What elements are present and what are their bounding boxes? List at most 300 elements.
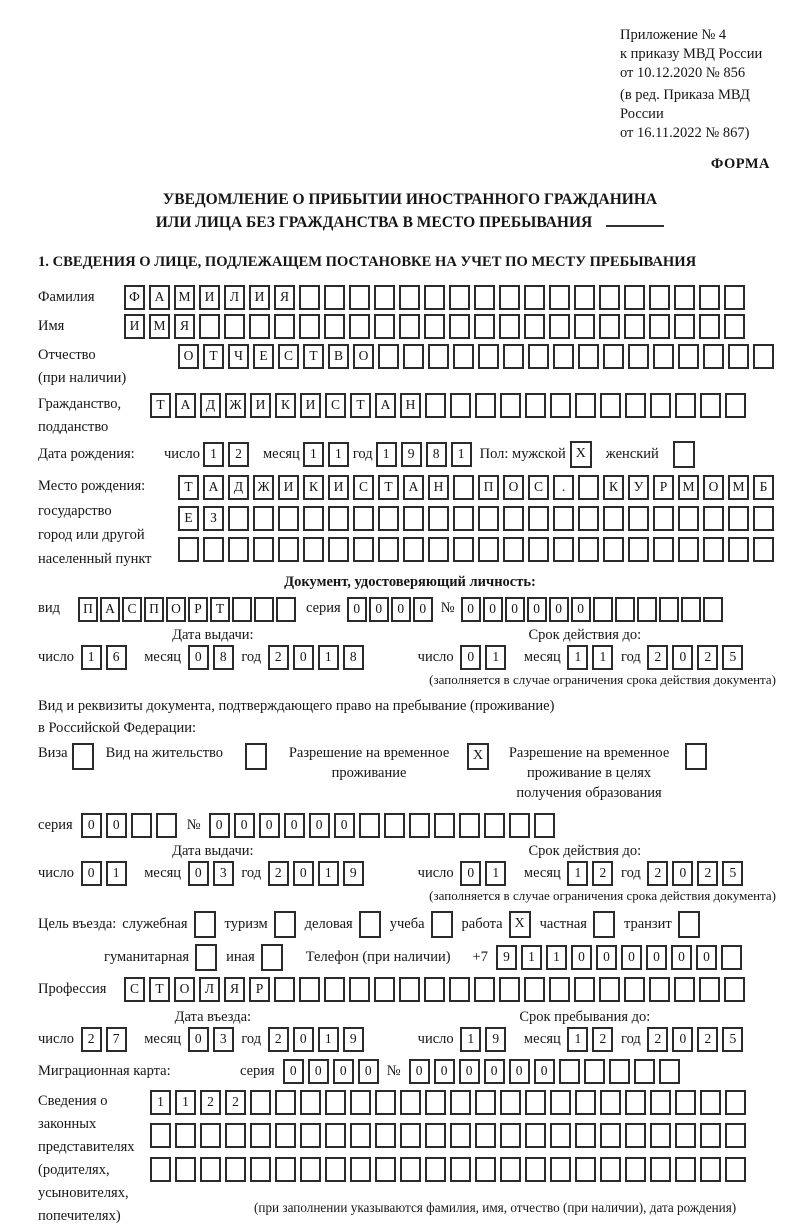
char-cell[interactable] <box>324 285 345 310</box>
char-cell[interactable]: П <box>144 597 164 622</box>
char-cell[interactable] <box>253 506 274 531</box>
char-cell[interactable] <box>615 597 635 622</box>
char-cell[interactable] <box>459 813 480 838</box>
char-cell[interactable] <box>403 537 424 562</box>
char-cell[interactable] <box>399 977 420 1002</box>
char-cell[interactable] <box>700 1090 721 1115</box>
char-cell[interactable]: В <box>328 344 349 369</box>
char-cell[interactable] <box>600 1157 621 1182</box>
char-cell[interactable]: О <box>166 597 186 622</box>
char-cell[interactable] <box>399 285 420 310</box>
char-cell[interactable]: 2 <box>228 442 249 467</box>
char-cell[interactable] <box>650 1090 671 1115</box>
char-cell[interactable]: 1 <box>567 1027 588 1052</box>
char-cell[interactable] <box>203 537 224 562</box>
char-cell[interactable] <box>549 977 570 1002</box>
char-cell[interactable] <box>424 977 445 1002</box>
char-cell[interactable] <box>300 1157 321 1182</box>
char-cell[interactable] <box>199 314 220 339</box>
char-cell[interactable]: 0 <box>571 945 592 970</box>
char-cell[interactable] <box>674 285 695 310</box>
char-cell[interactable] <box>278 506 299 531</box>
char-cell[interactable] <box>528 537 549 562</box>
char-cell[interactable]: 0 <box>549 597 569 622</box>
char-cell[interactable]: 2 <box>268 1027 289 1052</box>
char-cell[interactable]: 0 <box>188 861 209 886</box>
char-cell[interactable] <box>653 537 674 562</box>
char-cell[interactable]: 2 <box>268 861 289 886</box>
char-cell[interactable]: 0 <box>333 1059 354 1084</box>
char-cell[interactable] <box>649 314 670 339</box>
char-cell[interactable] <box>425 393 446 418</box>
char-cell[interactable]: Л <box>224 285 245 310</box>
char-cell[interactable]: 0 <box>460 861 481 886</box>
char-cell[interactable] <box>374 977 395 1002</box>
char-cell[interactable] <box>550 1157 571 1182</box>
char-cell[interactable] <box>328 506 349 531</box>
char-cell[interactable] <box>653 344 674 369</box>
char-cell[interactable]: 1 <box>81 645 102 670</box>
char-cell[interactable] <box>353 537 374 562</box>
char-cell[interactable]: Н <box>428 475 449 500</box>
char-cell[interactable] <box>428 537 449 562</box>
char-cell[interactable] <box>275 1157 296 1182</box>
char-cell[interactable]: С <box>122 597 142 622</box>
char-cell[interactable]: 0 <box>596 945 617 970</box>
char-cell[interactable] <box>653 506 674 531</box>
char-cell[interactable]: 5 <box>722 1027 743 1052</box>
char-cell[interactable]: Д <box>200 393 221 418</box>
char-cell[interactable] <box>603 537 624 562</box>
char-cell[interactable]: 8 <box>426 442 447 467</box>
char-cell[interactable]: 3 <box>213 861 234 886</box>
char-cell[interactable] <box>425 1090 446 1115</box>
char-cell[interactable]: 2 <box>268 645 289 670</box>
char-cell[interactable] <box>609 1059 630 1084</box>
char-cell[interactable]: 0 <box>509 1059 530 1084</box>
char-cell[interactable] <box>503 537 524 562</box>
char-cell[interactable] <box>224 314 245 339</box>
char-cell[interactable]: Ч <box>228 344 249 369</box>
char-cell[interactable]: А <box>100 597 120 622</box>
char-cell[interactable] <box>374 314 395 339</box>
char-cell[interactable] <box>603 506 624 531</box>
char-cell[interactable]: 1 <box>203 442 224 467</box>
char-cell[interactable] <box>675 1090 696 1115</box>
char-cell[interactable] <box>150 1157 171 1182</box>
char-cell[interactable] <box>474 314 495 339</box>
char-cell[interactable]: 0 <box>409 1059 430 1084</box>
char-cell[interactable]: Т <box>203 344 224 369</box>
char-cell[interactable] <box>325 1157 346 1182</box>
char-cell[interactable]: М <box>728 475 749 500</box>
char-cell[interactable]: О <box>503 475 524 500</box>
temp-residence-checkbox[interactable]: X <box>467 743 489 770</box>
char-cell[interactable] <box>175 1123 196 1148</box>
char-cell[interactable] <box>525 1123 546 1148</box>
char-cell[interactable] <box>403 344 424 369</box>
char-cell[interactable]: 0 <box>293 861 314 886</box>
char-cell[interactable]: Т <box>350 393 371 418</box>
char-cell[interactable] <box>525 1090 546 1115</box>
char-cell[interactable] <box>449 285 470 310</box>
char-cell[interactable] <box>624 977 645 1002</box>
char-cell[interactable]: 0 <box>308 1059 329 1084</box>
char-cell[interactable]: . <box>553 475 574 500</box>
char-cell[interactable]: 0 <box>534 1059 555 1084</box>
char-cell[interactable] <box>434 813 455 838</box>
char-cell[interactable]: 1 <box>328 442 349 467</box>
char-cell[interactable] <box>628 537 649 562</box>
char-cell[interactable] <box>400 1157 421 1182</box>
char-cell[interactable]: И <box>328 475 349 500</box>
char-cell[interactable] <box>628 506 649 531</box>
char-cell[interactable]: 0 <box>188 1027 209 1052</box>
char-cell[interactable] <box>150 1123 171 1148</box>
char-cell[interactable] <box>650 1157 671 1182</box>
char-cell[interactable] <box>374 285 395 310</box>
char-cell[interactable] <box>349 285 370 310</box>
char-cell[interactable] <box>424 285 445 310</box>
char-cell[interactable] <box>275 1123 296 1148</box>
char-cell[interactable] <box>428 344 449 369</box>
char-cell[interactable] <box>674 977 695 1002</box>
char-cell[interactable]: Ж <box>253 475 274 500</box>
char-cell[interactable]: 1 <box>567 645 588 670</box>
char-cell[interactable] <box>274 977 295 1002</box>
char-cell[interactable] <box>299 285 320 310</box>
char-cell[interactable]: Ж <box>225 393 246 418</box>
char-cell[interactable] <box>675 393 696 418</box>
char-cell[interactable] <box>450 1090 471 1115</box>
char-cell[interactable] <box>578 506 599 531</box>
purpose-study-checkbox[interactable] <box>431 911 453 938</box>
char-cell[interactable]: 0 <box>671 945 692 970</box>
char-cell[interactable]: О <box>353 344 374 369</box>
char-cell[interactable] <box>303 506 324 531</box>
char-cell[interactable] <box>728 344 749 369</box>
char-cell[interactable]: 1 <box>175 1090 196 1115</box>
char-cell[interactable]: Т <box>210 597 230 622</box>
char-cell[interactable] <box>253 537 274 562</box>
char-cell[interactable] <box>503 344 524 369</box>
char-cell[interactable] <box>678 537 699 562</box>
char-cell[interactable] <box>550 393 571 418</box>
char-cell[interactable] <box>600 393 621 418</box>
char-cell[interactable]: А <box>149 285 170 310</box>
char-cell[interactable]: А <box>375 393 396 418</box>
char-cell[interactable] <box>428 506 449 531</box>
char-cell[interactable] <box>659 597 679 622</box>
char-cell[interactable]: 6 <box>106 645 127 670</box>
char-cell[interactable] <box>250 1123 271 1148</box>
char-cell[interactable] <box>350 1123 371 1148</box>
char-cell[interactable] <box>728 537 749 562</box>
char-cell[interactable]: К <box>275 393 296 418</box>
char-cell[interactable] <box>450 1123 471 1148</box>
char-cell[interactable]: Я <box>274 285 295 310</box>
char-cell[interactable]: Д <box>228 475 249 500</box>
char-cell[interactable]: 0 <box>209 813 230 838</box>
char-cell[interactable] <box>300 1123 321 1148</box>
char-cell[interactable]: У <box>628 475 649 500</box>
char-cell[interactable] <box>349 977 370 1002</box>
char-cell[interactable] <box>299 314 320 339</box>
char-cell[interactable]: 2 <box>592 861 613 886</box>
char-cell[interactable]: 0 <box>234 813 255 838</box>
char-cell[interactable] <box>553 506 574 531</box>
char-cell[interactable]: Т <box>303 344 324 369</box>
char-cell[interactable] <box>593 597 613 622</box>
char-cell[interactable] <box>349 314 370 339</box>
char-cell[interactable]: Ф <box>124 285 145 310</box>
char-cell[interactable] <box>228 537 249 562</box>
purpose-work-checkbox[interactable]: X <box>509 911 531 938</box>
char-cell[interactable] <box>478 506 499 531</box>
char-cell[interactable]: 9 <box>496 945 517 970</box>
char-cell[interactable] <box>350 1090 371 1115</box>
char-cell[interactable] <box>409 813 430 838</box>
char-cell[interactable]: 1 <box>485 861 506 886</box>
char-cell[interactable] <box>425 1123 446 1148</box>
char-cell[interactable]: 1 <box>485 645 506 670</box>
char-cell[interactable]: 0 <box>391 597 411 622</box>
purpose-private-checkbox[interactable] <box>593 911 615 938</box>
char-cell[interactable]: 2 <box>697 1027 718 1052</box>
char-cell[interactable]: 0 <box>293 1027 314 1052</box>
char-cell[interactable] <box>699 285 720 310</box>
char-cell[interactable]: 0 <box>527 597 547 622</box>
char-cell[interactable] <box>584 1059 605 1084</box>
char-cell[interactable] <box>528 344 549 369</box>
char-cell[interactable] <box>500 1157 521 1182</box>
char-cell[interactable]: 2 <box>592 1027 613 1052</box>
char-cell[interactable]: З <box>203 506 224 531</box>
char-cell[interactable] <box>449 314 470 339</box>
char-cell[interactable] <box>378 537 399 562</box>
char-cell[interactable] <box>599 977 620 1002</box>
gender-male-checkbox[interactable]: X <box>570 441 592 468</box>
char-cell[interactable]: 1 <box>521 945 542 970</box>
char-cell[interactable]: 8 <box>213 645 234 670</box>
char-cell[interactable] <box>637 597 657 622</box>
char-cell[interactable]: 1 <box>318 1027 339 1052</box>
char-cell[interactable]: 0 <box>81 813 102 838</box>
char-cell[interactable]: 0 <box>259 813 280 838</box>
char-cell[interactable]: М <box>174 285 195 310</box>
visa-checkbox[interactable] <box>72 743 94 770</box>
char-cell[interactable]: 0 <box>672 645 693 670</box>
char-cell[interactable] <box>628 344 649 369</box>
char-cell[interactable] <box>559 1059 580 1084</box>
char-cell[interactable]: Е <box>253 344 274 369</box>
char-cell[interactable] <box>650 1123 671 1148</box>
char-cell[interactable] <box>550 1090 571 1115</box>
char-cell[interactable]: 2 <box>647 1027 668 1052</box>
char-cell[interactable] <box>274 314 295 339</box>
char-cell[interactable] <box>553 344 574 369</box>
char-cell[interactable] <box>328 537 349 562</box>
char-cell[interactable] <box>700 1123 721 1148</box>
char-cell[interactable]: О <box>178 344 199 369</box>
char-cell[interactable] <box>575 1157 596 1182</box>
char-cell[interactable] <box>499 314 520 339</box>
char-cell[interactable] <box>450 393 471 418</box>
char-cell[interactable]: Б <box>753 475 774 500</box>
char-cell[interactable] <box>578 537 599 562</box>
char-cell[interactable] <box>275 1090 296 1115</box>
char-cell[interactable] <box>484 813 505 838</box>
char-cell[interactable] <box>278 537 299 562</box>
char-cell[interactable]: Р <box>653 475 674 500</box>
char-cell[interactable] <box>325 1123 346 1148</box>
char-cell[interactable]: 0 <box>459 1059 480 1084</box>
char-cell[interactable]: Т <box>178 475 199 500</box>
char-cell[interactable] <box>724 285 745 310</box>
char-cell[interactable]: С <box>353 475 374 500</box>
char-cell[interactable]: 0 <box>461 597 481 622</box>
char-cell[interactable] <box>659 1059 680 1084</box>
char-cell[interactable] <box>528 506 549 531</box>
char-cell[interactable]: 0 <box>309 813 330 838</box>
char-cell[interactable] <box>425 1157 446 1182</box>
char-cell[interactable] <box>725 1157 746 1182</box>
char-cell[interactable] <box>549 314 570 339</box>
char-cell[interactable] <box>575 1123 596 1148</box>
char-cell[interactable] <box>600 1123 621 1148</box>
char-cell[interactable]: 1 <box>546 945 567 970</box>
char-cell[interactable] <box>753 344 774 369</box>
char-cell[interactable] <box>703 506 724 531</box>
char-cell[interactable] <box>384 813 405 838</box>
char-cell[interactable]: 0 <box>460 645 481 670</box>
purpose-transit-checkbox[interactable] <box>678 911 700 938</box>
char-cell[interactable] <box>474 977 495 1002</box>
char-cell[interactable]: И <box>124 314 145 339</box>
char-cell[interactable] <box>250 1090 271 1115</box>
char-cell[interactable] <box>500 393 521 418</box>
char-cell[interactable]: И <box>249 285 270 310</box>
char-cell[interactable]: 0 <box>106 813 127 838</box>
char-cell[interactable]: 9 <box>343 861 364 886</box>
char-cell[interactable] <box>700 393 721 418</box>
char-cell[interactable] <box>228 506 249 531</box>
char-cell[interactable] <box>525 1157 546 1182</box>
char-cell[interactable]: К <box>603 475 624 500</box>
char-cell[interactable] <box>534 813 555 838</box>
char-cell[interactable] <box>353 506 374 531</box>
char-cell[interactable]: 0 <box>293 645 314 670</box>
char-cell[interactable]: 3 <box>213 1027 234 1052</box>
char-cell[interactable]: 0 <box>672 1027 693 1052</box>
char-cell[interactable] <box>324 977 345 1002</box>
char-cell[interactable] <box>725 1090 746 1115</box>
char-cell[interactable] <box>178 537 199 562</box>
char-cell[interactable]: 0 <box>505 597 525 622</box>
char-cell[interactable]: 1 <box>303 442 324 467</box>
char-cell[interactable]: 2 <box>225 1090 246 1115</box>
char-cell[interactable] <box>453 475 474 500</box>
char-cell[interactable] <box>500 1090 521 1115</box>
char-cell[interactable] <box>378 506 399 531</box>
char-cell[interactable]: 0 <box>334 813 355 838</box>
gender-female-checkbox[interactable] <box>673 441 695 468</box>
char-cell[interactable]: 1 <box>318 861 339 886</box>
char-cell[interactable]: Т <box>150 393 171 418</box>
char-cell[interactable]: С <box>325 393 346 418</box>
char-cell[interactable] <box>503 506 524 531</box>
char-cell[interactable]: 0 <box>672 861 693 886</box>
char-cell[interactable]: Т <box>378 475 399 500</box>
char-cell[interactable] <box>703 344 724 369</box>
char-cell[interactable] <box>524 977 545 1002</box>
char-cell[interactable]: 0 <box>369 597 389 622</box>
char-cell[interactable] <box>500 1123 521 1148</box>
char-cell[interactable]: 5 <box>722 645 743 670</box>
char-cell[interactable] <box>724 977 745 1002</box>
char-cell[interactable] <box>553 537 574 562</box>
char-cell[interactable] <box>375 1090 396 1115</box>
char-cell[interactable] <box>424 314 445 339</box>
char-cell[interactable]: М <box>678 475 699 500</box>
char-cell[interactable]: С <box>124 977 145 1002</box>
char-cell[interactable]: А <box>403 475 424 500</box>
char-cell[interactable] <box>200 1123 221 1148</box>
char-cell[interactable]: 9 <box>343 1027 364 1052</box>
char-cell[interactable] <box>574 285 595 310</box>
char-cell[interactable] <box>625 393 646 418</box>
char-cell[interactable] <box>399 314 420 339</box>
char-cell[interactable] <box>525 393 546 418</box>
char-cell[interactable]: П <box>78 597 98 622</box>
char-cell[interactable] <box>400 1123 421 1148</box>
char-cell[interactable]: С <box>528 475 549 500</box>
char-cell[interactable] <box>254 597 274 622</box>
char-cell[interactable]: Т <box>149 977 170 1002</box>
char-cell[interactable]: 0 <box>646 945 667 970</box>
char-cell[interactable] <box>674 314 695 339</box>
char-cell[interactable] <box>624 285 645 310</box>
char-cell[interactable] <box>524 285 545 310</box>
char-cell[interactable]: Я <box>224 977 245 1002</box>
char-cell[interactable] <box>156 813 177 838</box>
char-cell[interactable]: 0 <box>621 945 642 970</box>
char-cell[interactable] <box>225 1157 246 1182</box>
char-cell[interactable] <box>753 506 774 531</box>
char-cell[interactable] <box>678 506 699 531</box>
char-cell[interactable] <box>478 537 499 562</box>
char-cell[interactable]: 0 <box>358 1059 379 1084</box>
char-cell[interactable]: 1 <box>451 442 472 467</box>
char-cell[interactable]: 0 <box>188 645 209 670</box>
char-cell[interactable] <box>574 977 595 1002</box>
char-cell[interactable] <box>474 285 495 310</box>
char-cell[interactable]: 1 <box>460 1027 481 1052</box>
char-cell[interactable] <box>675 1123 696 1148</box>
char-cell[interactable] <box>509 813 530 838</box>
char-cell[interactable] <box>599 285 620 310</box>
char-cell[interactable]: 0 <box>413 597 433 622</box>
char-cell[interactable]: 0 <box>434 1059 455 1084</box>
char-cell[interactable]: 2 <box>697 861 718 886</box>
char-cell[interactable] <box>599 314 620 339</box>
char-cell[interactable] <box>249 314 270 339</box>
char-cell[interactable]: 1 <box>150 1090 171 1115</box>
char-cell[interactable]: О <box>703 475 724 500</box>
char-cell[interactable]: 1 <box>376 442 397 467</box>
char-cell[interactable] <box>725 393 746 418</box>
char-cell[interactable] <box>175 1157 196 1182</box>
